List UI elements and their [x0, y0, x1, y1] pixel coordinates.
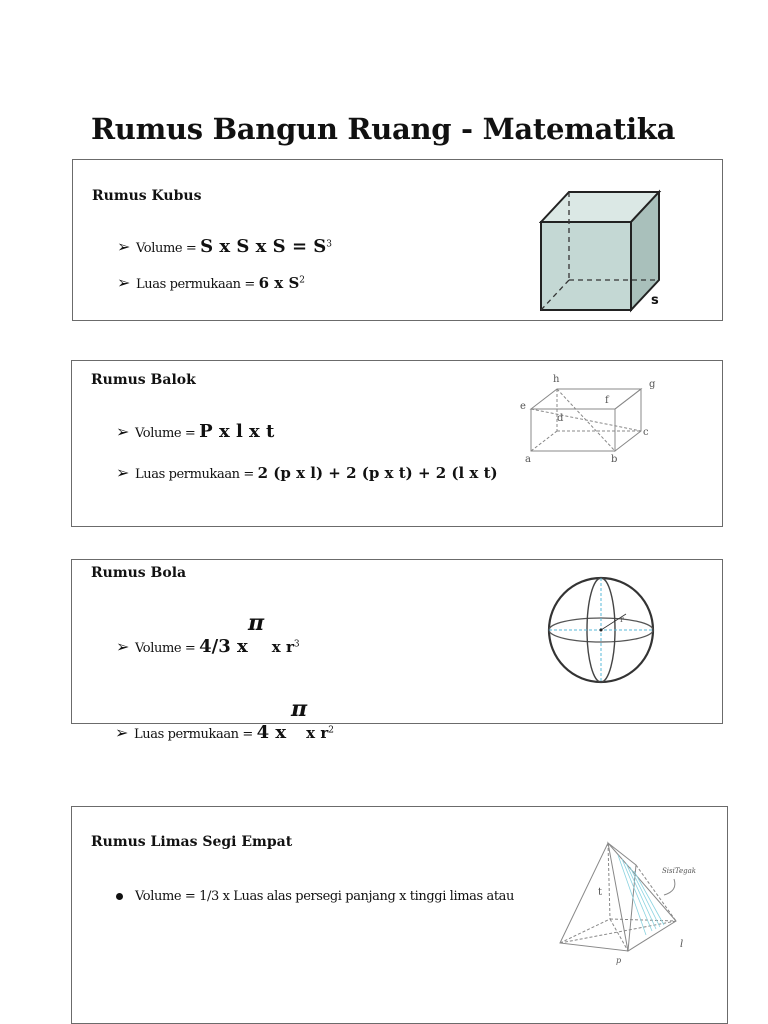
cuboid-label-f: f — [605, 395, 609, 406]
bola-volume-tail: x r — [271, 638, 294, 656]
balok-luas-prefix: Luas permukaan = — [135, 467, 258, 482]
bola-luas-line — [115, 722, 334, 743]
cube-side-label: s — [651, 293, 659, 308]
bola-luas-prefix: Luas permukaan = — [134, 727, 257, 742]
limas-volume-line — [116, 889, 514, 904]
sphere-figure — [540, 568, 666, 692]
cuboid-label-h: h — [553, 374, 560, 385]
bola-section — [71, 559, 723, 724]
kubus-volume-line — [117, 236, 332, 257]
bola-label: Rumus Bola — [91, 565, 187, 581]
arrow-bullet-icon: ➢ — [117, 237, 131, 256]
bola-volume-pi: π — [248, 610, 265, 636]
pyramid-label-sisi: SisiTegak — [662, 867, 697, 875]
pyramid-figure — [556, 835, 716, 975]
bola-volume-coef: 4/3 x — [199, 636, 248, 657]
cuboid-label-b: b — [611, 454, 618, 464]
kubus-luas-formula: 6 x S — [258, 274, 300, 292]
kubus-volume-prefix: Volume = — [136, 241, 201, 256]
pyramid-label-t: t — [598, 887, 603, 898]
pyramid-label-l: l — [680, 939, 684, 950]
cuboid-label-g: g — [649, 379, 656, 390]
limas-section — [71, 806, 728, 1024]
bola-luas-exponent: 2 — [328, 725, 334, 736]
bola-volume-line — [116, 636, 299, 657]
balok-volume-prefix: Volume = — [135, 426, 200, 441]
cube-figure — [539, 184, 689, 316]
pyramid-label-p: p — [616, 956, 622, 965]
balok-luas-line — [116, 463, 498, 482]
kubus-label: Rumus Kubus — [92, 188, 202, 204]
cuboid-label-a: a — [525, 454, 531, 464]
arrow-bullet-icon: ➢ — [116, 637, 130, 656]
bola-volume-prefix: Volume = — [135, 641, 200, 656]
kubus-volume-exponent: 3 — [326, 239, 332, 250]
bola-volume-exponent: 3 — [293, 639, 300, 650]
balok-label: Rumus Balok — [91, 372, 196, 388]
kubus-section — [72, 159, 723, 321]
page-title: Rumus Bangun Ruang - Matematika — [91, 112, 676, 146]
limas-label: Rumus Limas Segi Empat — [91, 834, 293, 850]
kubus-luas-line — [117, 273, 305, 292]
balok-volume-formula: P x l x t — [199, 421, 275, 442]
kubus-volume-formula: S x S x S = S — [200, 236, 327, 257]
bola-luas-coef: 4 x — [256, 722, 287, 743]
arrow-bullet-icon: ➢ — [116, 463, 130, 482]
bola-luas-pi: π — [291, 696, 308, 722]
balok-luas-formula: 2 (p x l) + 2 (p x t) + 2 (l x t) — [257, 464, 498, 482]
cuboid-label-d: d — [557, 413, 564, 424]
kubus-luas-exponent: 2 — [299, 275, 305, 286]
bola-luas-tail: x r — [306, 724, 329, 742]
dot-bullet-icon — [116, 893, 123, 900]
arrow-bullet-icon: ➢ — [117, 273, 131, 292]
sphere-radius-label: r — [620, 615, 624, 624]
arrow-bullet-icon: ➢ — [115, 723, 129, 742]
cuboid-figure — [517, 369, 667, 464]
cuboid-label-e: e — [520, 401, 526, 412]
cuboid-label-c: c — [643, 427, 649, 438]
balok-volume-line — [116, 421, 274, 442]
kubus-luas-prefix: Luas permukaan = — [136, 277, 259, 292]
arrow-bullet-icon: ➢ — [116, 422, 130, 441]
balok-section — [71, 360, 723, 527]
limas-volume-text: Volume = 1/3 x Luas alas persegi panjang x tinggi limas atau — [135, 889, 514, 904]
